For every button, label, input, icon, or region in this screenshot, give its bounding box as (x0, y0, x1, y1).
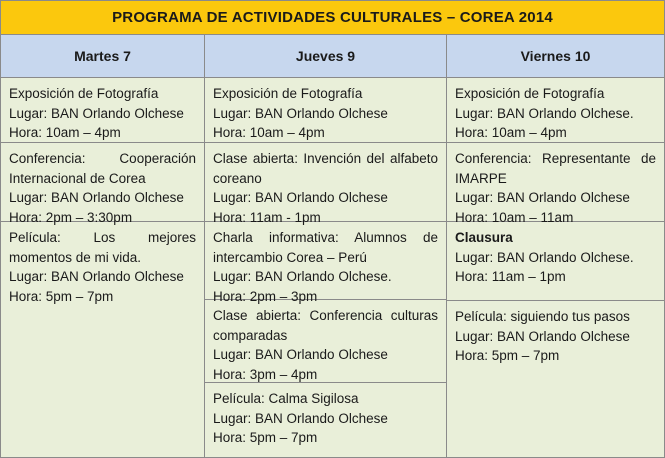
event-cell (447, 222, 664, 287)
event-title: Conferencia: Representante de IMARPE (455, 151, 656, 186)
event-location: Lugar: BAN Orlando Olchese (455, 190, 630, 205)
event-cell (205, 300, 446, 384)
event-cell (447, 301, 664, 366)
event-cell (447, 78, 664, 143)
event-time: Hora: 11am - 1pm (213, 209, 321, 225)
event-title: Charla informativa: Alumnos de intercambio Corea – Perú (213, 230, 438, 265)
event-time: Hora: 5pm – 7pm (455, 348, 560, 363)
event-time: Hora: 11am – 1pm (455, 269, 566, 284)
event-title: Película: siguiendo tus pasos (455, 309, 630, 324)
event-title: Clase abierta: Invención del alfabeto coreano (213, 151, 438, 186)
event-cell (205, 78, 446, 143)
event-title: Clausura (455, 230, 513, 245)
event-time: Hora: 5pm – 7pm (213, 430, 318, 445)
event-location: Lugar: BAN Orlando Olchese (213, 347, 388, 362)
event-time: Hora: 10am – 4pm (455, 125, 567, 140)
event-time: Hora: 3pm – 4pm (213, 366, 318, 382)
event-time: Hora: 10am – 4pm (9, 125, 121, 140)
event-cell (1, 222, 204, 306)
event-location: Lugar: BAN Orlando Olchese (213, 410, 388, 426)
event-title: Exposición de Fotografía (455, 86, 605, 101)
header-row (1, 35, 664, 78)
event-title: Película: Los mejores momentos de mi vida. (9, 230, 196, 265)
event-location: Lugar: BAN Orlando Olchese. (455, 105, 634, 121)
event-location: Lugar: BAN Orlando Olchese (455, 328, 630, 344)
event-cell (205, 143, 446, 227)
event-time: Hora: 2pm – 3pm (213, 288, 318, 304)
event-cell (447, 143, 664, 227)
event-location: Lugar: BAN Orlando Olchese. (213, 269, 392, 284)
table-title: PROGRAMA DE ACTIVIDADES CULTURALES – COREA 2014 (1, 1, 664, 35)
event-cell (1, 143, 204, 227)
event-cell (1, 78, 204, 143)
header-martes: Martes 7 (74, 48, 131, 64)
event-location: Lugar: BAN Orlando Olchese (213, 190, 388, 205)
event-title: Exposición de Fotografía (213, 86, 363, 101)
event-location: Lugar: BAN Orlando Olchese (9, 190, 184, 205)
event-location: Lugar: BAN Orlando Olchese. (455, 249, 634, 265)
event-location: Lugar: BAN Orlando Olchese (213, 105, 388, 121)
event-cell (205, 222, 446, 306)
event-title: Película: Calma Sigilosa (213, 391, 359, 406)
event-title: Conferencia: Cooperación Internacional de Corea (9, 151, 196, 186)
header-jueves: Jueves 9 (295, 48, 356, 64)
event-time: Hora: 5pm – 7pm (9, 288, 114, 304)
event-location: Lugar: BAN Orlando Olchese (9, 105, 184, 121)
event-time: Hora: 10am – 4pm (213, 125, 325, 140)
event-location: Lugar: BAN Orlando Olchese (9, 269, 184, 284)
event-time: Hora: 2pm – 3:30pm (9, 209, 133, 225)
event-cell (205, 383, 446, 448)
event-title: Exposición de Fotografía (9, 86, 159, 101)
event-title: Clase abierta: Conferencia culturas comparadas (213, 308, 438, 343)
event-time: Hora: 10am – 11am (455, 209, 574, 225)
header-viernes: Viernes 10 (520, 48, 591, 64)
